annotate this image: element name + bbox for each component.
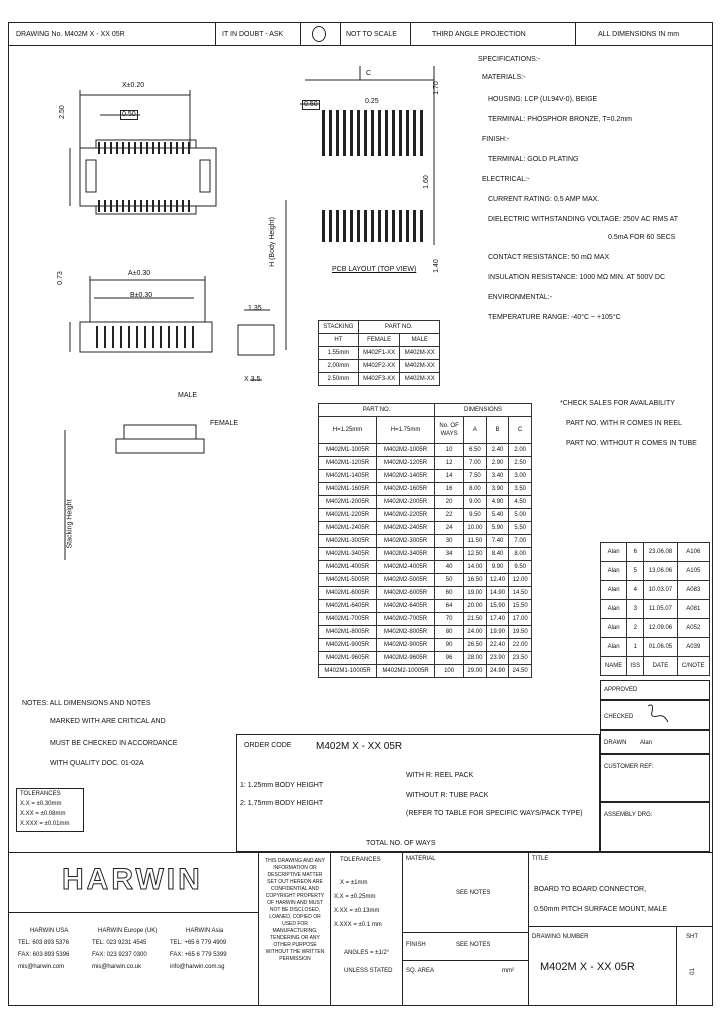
table-cell: 2.50 bbox=[509, 457, 532, 470]
table-cell: 5.00 bbox=[509, 509, 532, 522]
finish-value: SEE NOTES bbox=[456, 942, 491, 948]
table-cell: 6.50 bbox=[464, 444, 487, 457]
table-header: No. OF WAYS bbox=[435, 417, 464, 444]
table-row: 2.50mm M402F3-XX M402M-XX bbox=[319, 373, 440, 386]
tol-unless: UNLESS STATED bbox=[344, 968, 393, 974]
table-cell: M402M1-3005R bbox=[319, 535, 377, 548]
pcb-layout-title: PCB LAYOUT (TOP VIEW) bbox=[332, 266, 417, 273]
table-cell: 23.50 bbox=[509, 652, 532, 665]
finish-label: FINISH bbox=[406, 942, 426, 948]
dim-073: 0.73 bbox=[56, 271, 64, 285]
table-header: A bbox=[464, 417, 487, 444]
table-cell: 22 bbox=[435, 509, 464, 522]
addr-asia: FAX: +65 6 779 5399 bbox=[170, 952, 227, 958]
table-cell: 21.50 bbox=[464, 613, 487, 626]
tol-line: X.XX = ±0.13mm bbox=[334, 908, 380, 914]
material-label: MATERIAL bbox=[406, 856, 436, 862]
order-opt-1: 1: 1.25mm BODY HEIGHT bbox=[240, 782, 324, 789]
dim-x35: X 3.5 bbox=[244, 376, 261, 383]
table-cell: 9.90 bbox=[486, 561, 509, 574]
table-cell: A052 bbox=[677, 619, 709, 638]
table-header: HT bbox=[319, 334, 359, 347]
small-tol-title: TOLERANCES bbox=[20, 791, 61, 797]
table-cell: 7.00 bbox=[464, 457, 487, 470]
table-cell: 01.06.05 bbox=[644, 638, 677, 657]
customer-ref-label: CUSTOMER REF: bbox=[604, 764, 654, 770]
spec-line: TERMINAL: GOLD PLATING bbox=[488, 156, 579, 163]
table-cell: 14.00 bbox=[464, 561, 487, 574]
table-cell: 16.50 bbox=[464, 574, 487, 587]
dim-a: A±0.30 bbox=[128, 270, 151, 277]
addr-asia: TEL: +65 6 779 4909 bbox=[170, 940, 227, 946]
table-cell: 24 bbox=[435, 522, 464, 535]
order-opt-2: 2: 1.75mm BODY HEIGHT bbox=[240, 800, 324, 807]
table-header: H=1.75mm bbox=[377, 417, 435, 444]
table-cell: M402M2-1005R bbox=[377, 444, 435, 457]
spec-line: FINISH:- bbox=[482, 136, 510, 143]
title-line-1: BOARD TO BOARD CONNECTOR, bbox=[534, 886, 647, 893]
dim-025: 0.25 bbox=[365, 98, 379, 105]
check-note-2: PART NO. WITH R COMES IN REEL bbox=[566, 420, 682, 427]
label-male: MALE bbox=[178, 392, 198, 399]
small-tol-line: X.XX = ±0.08mm bbox=[20, 811, 66, 817]
table-cell: A106 bbox=[677, 543, 709, 562]
table-cell: 12 bbox=[435, 457, 464, 470]
table-cell: M402M2-10005R bbox=[377, 665, 435, 678]
table-cell: 64 bbox=[435, 600, 464, 613]
table-cell: 12.40 bbox=[486, 574, 509, 587]
table-cell: 5.90 bbox=[486, 522, 509, 535]
table-cell: 10.00 bbox=[464, 522, 487, 535]
table-cell: M402M1-1205R bbox=[319, 457, 377, 470]
sq-area-unit: mm² bbox=[502, 968, 514, 974]
table-cell: M402M2-9005R bbox=[377, 639, 435, 652]
table-cell: 9.00 bbox=[464, 496, 487, 509]
table-cell: 1 bbox=[627, 638, 644, 657]
dim-body-height: H (Body Height) bbox=[268, 217, 276, 267]
table-cell: 12.50 bbox=[464, 548, 487, 561]
table-cell: 3.40 bbox=[486, 470, 509, 483]
table-header: C/NOTE bbox=[677, 657, 709, 676]
table-header: PART NO. bbox=[358, 321, 439, 334]
table-cell: Alan bbox=[601, 600, 627, 619]
title-line-2: 0.50mm PITCH SURFACE MOUNT, MALE bbox=[534, 906, 668, 913]
table-cell: 4.90 bbox=[486, 496, 509, 509]
harwin-logo: HARWIN bbox=[62, 863, 203, 896]
table-cell: 22.00 bbox=[509, 639, 532, 652]
dim-140: 1.40 bbox=[432, 259, 440, 273]
table-cell: 90 bbox=[435, 639, 464, 652]
table-cell: 2.90 bbox=[486, 457, 509, 470]
table-cell: 3 bbox=[627, 600, 644, 619]
table-cell: Alan bbox=[601, 543, 627, 562]
table-cell: M402M2-6005R bbox=[377, 587, 435, 600]
dim-b: B±0.30 bbox=[130, 292, 153, 299]
sheet-value: 01 bbox=[689, 968, 696, 975]
table-cell: A105 bbox=[677, 562, 709, 581]
table-cell: 100 bbox=[435, 665, 464, 678]
table-cell: 14.50 bbox=[509, 587, 532, 600]
table-cell: 20.00 bbox=[464, 600, 487, 613]
title-label: TITLE bbox=[532, 856, 549, 862]
table-row: 2.00mm M402F2-XX M402M-XX bbox=[319, 360, 440, 373]
approved-label: APPROVED bbox=[604, 687, 638, 693]
table-cell: M402M2-6405R bbox=[377, 600, 435, 613]
header-if-in-doubt: IT IN DOUBT - ASK bbox=[222, 31, 284, 38]
notes-line-3: MUST BE CHECKED IN ACCORDANCE bbox=[50, 740, 178, 747]
table-cell: 24.90 bbox=[486, 665, 509, 678]
spec-line: INSULATION RESISTANCE: 1000 MΩ MIN. AT 500V DC bbox=[488, 274, 666, 281]
drawing-number-label: DRAWING NUMBER bbox=[532, 934, 589, 940]
table-cell: 23.06.08 bbox=[644, 543, 677, 562]
addr-uk: mis@harwin.co.uk bbox=[92, 964, 142, 970]
table-cell: M402M1-9005R bbox=[319, 639, 377, 652]
addr-asia: HARWIN Asia bbox=[186, 928, 224, 934]
table-cell: M402M1-3405R bbox=[319, 548, 377, 561]
label-stacking-height: Stacking Height bbox=[66, 499, 74, 549]
table-cell: M402M1-5005R bbox=[319, 574, 377, 587]
table-cell: 8.00 bbox=[509, 548, 532, 561]
tol-angles: ANGLES = ±1/2° bbox=[344, 950, 390, 956]
order-ways: TOTAL NO. OF WAYS bbox=[366, 840, 436, 847]
addr-usa: mis@harwin.com bbox=[18, 964, 65, 970]
table-cell: 60 bbox=[435, 587, 464, 600]
notes-line-2: MARKED WITH ARE CRITICAL AND bbox=[50, 718, 166, 725]
table-cell: M402M1-8005R bbox=[319, 626, 377, 639]
table-cell: 2.40 bbox=[486, 444, 509, 457]
addr-uk: FAX: 023 9237 0300 bbox=[92, 952, 147, 958]
table-cell: 3.00 bbox=[509, 470, 532, 483]
check-note-1: *CHECK SALES FOR AVAILABILITY bbox=[560, 400, 675, 407]
dim-160: 1.60 bbox=[422, 175, 430, 189]
table-cell: 4 bbox=[627, 581, 644, 600]
dim-c: C bbox=[366, 70, 372, 77]
table-cell: 7.50 bbox=[464, 470, 487, 483]
table-cell: M402M2-3405R bbox=[377, 548, 435, 561]
table-cell: A081 bbox=[677, 600, 709, 619]
table-cell: 17.40 bbox=[486, 613, 509, 626]
table-cell: A039 bbox=[677, 638, 709, 657]
table-row: 1.55mm M402F1-XX M402M-XX bbox=[319, 347, 440, 360]
table-cell: 16 bbox=[435, 483, 464, 496]
table-cell: 22.40 bbox=[486, 639, 509, 652]
table-cell: 6 bbox=[627, 543, 644, 562]
table-cell: 3.50 bbox=[509, 483, 532, 496]
table-cell: M402M2-1205R bbox=[377, 457, 435, 470]
spec-line: MATERIALS:- bbox=[482, 74, 526, 81]
table-cell: 20 bbox=[435, 496, 464, 509]
tol-line: X.X = ±0.25mm bbox=[334, 894, 376, 900]
table-header: C bbox=[509, 417, 532, 444]
spec-line: ELECTRICAL:- bbox=[482, 176, 530, 183]
spec-title: SPECIFICATIONS:- bbox=[478, 56, 541, 63]
table-cell: M402M2-2005R bbox=[377, 496, 435, 509]
table-cell: 9.50 bbox=[509, 561, 532, 574]
table-cell: M402M1-1405R bbox=[319, 470, 377, 483]
header-not-to-scale: NOT TO SCALE bbox=[346, 31, 397, 38]
addr-usa: TEL: 603 893 5376 bbox=[18, 940, 70, 946]
small-tol-line: X.XXX = ±0.01mm bbox=[20, 821, 70, 827]
table-cell: Alan bbox=[601, 619, 627, 638]
table-header: DIMENSIONS bbox=[435, 404, 532, 417]
table-cell: 28.00 bbox=[464, 652, 487, 665]
table-cell: 96 bbox=[435, 652, 464, 665]
table-cell: 19.90 bbox=[486, 626, 509, 639]
table-header: B bbox=[486, 417, 509, 444]
table-cell: 8.40 bbox=[486, 548, 509, 561]
tol-title: TOLERANCES bbox=[340, 857, 381, 863]
sq-area-label: SQ. AREA bbox=[406, 968, 435, 974]
table-cell: 2 bbox=[627, 619, 644, 638]
table-cell: M402M2-1405R bbox=[377, 470, 435, 483]
order-refer: (REFER TO TABLE FOR SPECIFIC WAYS/PACK TYPE) bbox=[406, 810, 583, 817]
spec-line: 0.5mA FOR 60 SECS bbox=[608, 234, 676, 241]
dim-050-pcb: 0.50 bbox=[304, 101, 318, 108]
table-cell: Alan bbox=[601, 581, 627, 600]
spec-line: TEMPERATURE RANGE: -40°C ~ +105°C bbox=[488, 314, 621, 321]
table-cell: 19.50 bbox=[509, 626, 532, 639]
table-cell: M402M2-8005R bbox=[377, 626, 435, 639]
table-cell: 30 bbox=[435, 535, 464, 548]
table-cell: Alan bbox=[601, 638, 627, 657]
table-cell: 80 bbox=[435, 626, 464, 639]
table-cell: 14 bbox=[435, 470, 464, 483]
table-cell: M402M1-2205R bbox=[319, 509, 377, 522]
table-cell: M402M2-4005R bbox=[377, 561, 435, 574]
table-cell: 29.00 bbox=[464, 665, 487, 678]
dim-x-tol: X±0.20 bbox=[122, 82, 145, 89]
table-cell: M402M1-1605R bbox=[319, 483, 377, 496]
table-cell: M402M2-1605R bbox=[377, 483, 435, 496]
checked-label: CHECKED bbox=[604, 714, 634, 720]
addr-uk: TEL: 023 9231 4545 bbox=[92, 940, 147, 946]
table-cell: 26.50 bbox=[464, 639, 487, 652]
order-reel: WITH R: REEL PACK bbox=[406, 772, 474, 779]
table-cell: M402M1-10005R bbox=[319, 665, 377, 678]
spec-line: ENVIRONMENTAL:- bbox=[488, 294, 553, 301]
addr-usa: FAX: 603 893 5396 bbox=[18, 952, 70, 958]
table-cell: M402M1-2005R bbox=[319, 496, 377, 509]
table-cell: M402M2-5005R bbox=[377, 574, 435, 587]
table-header: MALE bbox=[400, 334, 440, 347]
table-cell: 24.50 bbox=[509, 665, 532, 678]
table-cell: 9.50 bbox=[464, 509, 487, 522]
table-cell: 24.00 bbox=[464, 626, 487, 639]
spec-line: HOUSING: LCP (UL94V-0), BEIGE bbox=[488, 96, 598, 103]
assembly-drg-label: ASSEMBLY DRG: bbox=[604, 812, 653, 818]
dim-250: 2.50 bbox=[58, 105, 66, 119]
label-female: FEMALE bbox=[210, 420, 239, 427]
addr-asia: info@harwin.com.sg bbox=[170, 964, 225, 970]
table-cell: M402M1-6005R bbox=[319, 587, 377, 600]
table-cell: 7.00 bbox=[509, 535, 532, 548]
header-dimensions: ALL DIMENSIONS IN mm bbox=[598, 31, 680, 38]
table-header: ISS bbox=[627, 657, 644, 676]
notes-line-4: WITH QUALITY DOC. 01-02A bbox=[50, 760, 144, 767]
tol-line: X.XXX = ±0.1 mm bbox=[334, 922, 382, 928]
table-cell: 15.90 bbox=[486, 600, 509, 613]
table-cell: 50 bbox=[435, 574, 464, 587]
table-cell: 7.40 bbox=[486, 535, 509, 548]
copyright-notice: THIS DRAWING AND ANY INFORMATION OR DESCRIPTIVE MATTER SET OUT HEREON ARE CONFIDENTIAL AND COPYRIGHT PROPERTY OF HARWIN AND MUST NOT BE DISCLOSED, LOANED, COPIED OR USED FOR MANUFACTURING, TENDERING OR ANY OTHER PURPOSE WITHOUT THE WRITTEN PERMISSION bbox=[265, 858, 325, 962]
spec-line: CONTACT RESISTANCE: 50 mΩ MAX bbox=[488, 254, 610, 261]
table-header: STACKING bbox=[319, 321, 359, 334]
drawn-value: Alan bbox=[640, 740, 653, 746]
table-header: FEMALE bbox=[358, 334, 400, 347]
table-header: DATE bbox=[644, 657, 677, 676]
dim-170: 1.70 bbox=[432, 81, 440, 95]
spec-line: DIELECTRIC WITHSTANDING VOLTAGE: 250V AC RMS AT bbox=[488, 216, 679, 223]
drawn-label: DRAWN bbox=[604, 740, 627, 746]
table-cell: 23.90 bbox=[486, 652, 509, 665]
table-cell: 10 bbox=[435, 444, 464, 457]
header-drawing-no: DRAWING No. M402M X - XX 05R bbox=[16, 31, 125, 38]
addr-usa: HARWIN USA bbox=[30, 928, 69, 934]
table-cell: 8.00 bbox=[464, 483, 487, 496]
tol-line: X = ±1mm bbox=[340, 880, 368, 886]
table-cell: 19.00 bbox=[464, 587, 487, 600]
table-cell: M402M2-9605R bbox=[377, 652, 435, 665]
sheet-label: SHT bbox=[686, 934, 698, 940]
table-cell: 14.90 bbox=[486, 587, 509, 600]
table-cell: 5.40 bbox=[486, 509, 509, 522]
table-cell: 11.05.07 bbox=[644, 600, 677, 619]
table-cell: Alan bbox=[601, 562, 627, 581]
table-cell: 11.50 bbox=[464, 535, 487, 548]
table-header: H=1.25mm bbox=[319, 417, 377, 444]
table-cell: 4.50 bbox=[509, 496, 532, 509]
drawing-number-value: M402M X - XX 05R bbox=[540, 961, 635, 973]
table-cell: 5.50 bbox=[509, 522, 532, 535]
small-tol-line: X.X = ±0.30mm bbox=[20, 801, 62, 807]
table-cell: 5 bbox=[627, 562, 644, 581]
table-cell: M402M1-2405R bbox=[319, 522, 377, 535]
table-header: NAME bbox=[601, 657, 627, 676]
table-cell: 13.06.06 bbox=[644, 562, 677, 581]
dim-135: 1.35 bbox=[248, 305, 262, 312]
table-cell: M402M2-2405R bbox=[377, 522, 435, 535]
table-cell: M402M1-9605R bbox=[319, 652, 377, 665]
dim-050: 0.50 bbox=[122, 111, 136, 118]
order-code-value: M402M X - XX 05R bbox=[316, 741, 403, 752]
table-cell: A083 bbox=[677, 581, 709, 600]
table-cell: 34 bbox=[435, 548, 464, 561]
table-cell: M402M1-6405R bbox=[319, 600, 377, 613]
table-cell: M402M1-4005R bbox=[319, 561, 377, 574]
table-cell: 40 bbox=[435, 561, 464, 574]
spec-line: CURRENT RATING: 0.5 AMP MAX. bbox=[488, 196, 600, 203]
table-cell: 70 bbox=[435, 613, 464, 626]
table-cell: 17.00 bbox=[509, 613, 532, 626]
table-cell: 12.09.06 bbox=[644, 619, 677, 638]
check-note-3: PART NO. WITHOUT R COMES IN TUBE bbox=[566, 440, 697, 447]
table-cell: M402M2-2205R bbox=[377, 509, 435, 522]
table-cell: M402M1-7005R bbox=[319, 613, 377, 626]
table-cell: 10.03.07 bbox=[644, 581, 677, 600]
table-header: PART NO. bbox=[319, 404, 435, 417]
table-cell: M402M1-1005R bbox=[319, 444, 377, 457]
spec-line: TERMINAL: PHOSPHOR BRONZE, T=0.2mm bbox=[488, 116, 632, 123]
addr-uk: HARWIN Europe (UK) bbox=[98, 928, 158, 934]
table-cell: M402M2-3005R bbox=[377, 535, 435, 548]
table-cell: 15.50 bbox=[509, 600, 532, 613]
order-tube: WITHOUT R: TUBE PACK bbox=[406, 792, 489, 799]
table-cell: 12.00 bbox=[509, 574, 532, 587]
order-code-label: ORDER CODE bbox=[244, 742, 292, 749]
material-value: SEE NOTES bbox=[456, 890, 491, 896]
notes-line-1: NOTES: ALL DIMENSIONS AND NOTES bbox=[22, 700, 151, 707]
header-projection: THIRD ANGLE PROJECTION bbox=[432, 31, 526, 38]
table-cell: 2.00 bbox=[509, 444, 532, 457]
table-cell: M402M2-7005R bbox=[377, 613, 435, 626]
table-cell: 3.90 bbox=[486, 483, 509, 496]
